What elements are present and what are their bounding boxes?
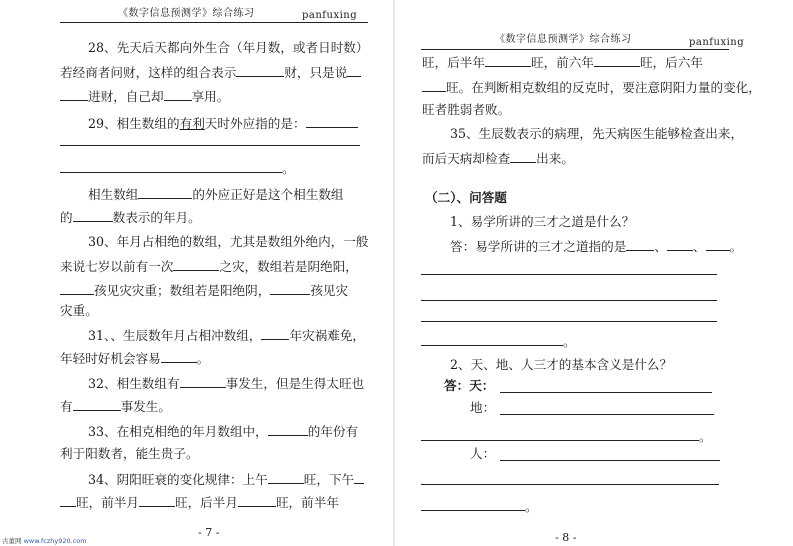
blank [270, 282, 310, 295]
answer-line [60, 145, 360, 146]
answer-line [500, 414, 714, 415]
blank [60, 88, 88, 101]
blank [422, 79, 446, 92]
blank [594, 54, 640, 67]
blank [667, 238, 693, 251]
q32-line1: 32、相生数组有 事发生，但是生得太旺也 [88, 376, 365, 391]
q29b-line2: 的 数表示的年月。 [60, 210, 201, 225]
q31-line1: 31、、生辰数年月占相冲数组， 年灾祸难免， [88, 328, 366, 343]
q34-cont-line2: 旺。在判断相克数组的反克时，要注意阴阳力量的变化， [422, 79, 761, 96]
header-rule [421, 49, 729, 50]
q30-line4: 灾重。 [60, 303, 98, 318]
qa1-question: 1、易学所讲的三才之道是什么？ [450, 214, 635, 229]
answer-line [421, 321, 717, 322]
q30-line2: 来说七岁以前有一次 之灾，数组若是阴绝阳， [60, 259, 358, 274]
blank [510, 150, 536, 163]
blank [73, 398, 121, 411]
qa2-di-label: 地： [470, 400, 496, 415]
q28-line1: 28、先天后天都向外生合（年月数，或者日时数） [88, 40, 369, 55]
q35-line2: 而后天病却检查 出来。 [422, 151, 574, 166]
blank [164, 88, 192, 101]
blank [261, 327, 289, 340]
q34-cont-line1: 旺，后半年 旺，前六年 旺，后六年 [422, 55, 703, 70]
qa2-question: 2、天、地、人三才的基本含义是什么？ [450, 357, 673, 372]
q32-line2: 有 事发生。 [60, 399, 171, 414]
q34-cont-line3: 旺者胜弱者败。 [422, 102, 511, 117]
blank [173, 258, 219, 271]
blank [347, 64, 361, 77]
blank [60, 494, 76, 507]
blank [161, 350, 197, 363]
blank [73, 209, 113, 222]
blank [421, 428, 699, 441]
q34-line1: 34、阴阳旺衰的变化规律：上午 旺，下午 [88, 471, 364, 488]
page-7 [0, 0, 396, 546]
qa2-ren-end: 。 [421, 498, 538, 515]
page-8 [397, 0, 793, 546]
q31-line2: 年轻时好机会容易 。 [60, 351, 210, 366]
blank [138, 186, 192, 199]
blank [268, 471, 304, 484]
blank [306, 115, 358, 128]
header-author: panfuxing [302, 10, 358, 21]
header-author: panfuxing [689, 37, 745, 48]
q35-line1: 35、生辰数表示的病理，先天病医生能够检查出来， [450, 126, 744, 141]
q33-line2: 利于阳数者，能生贵子。 [60, 446, 199, 461]
answer-line [421, 300, 717, 301]
header-title: 《数字信息预测学》综合练习 [118, 8, 255, 19]
q29-line3: 。 [60, 160, 295, 177]
qa2-ren-label: 人： [470, 446, 496, 461]
qa2-tian-label: 答：天： [444, 378, 495, 393]
q33-line1: 33、在相克相绝的年月数组中， 的年份有 [88, 424, 359, 439]
qa2-di-end: 。 [421, 428, 712, 445]
blank [485, 54, 531, 67]
header-rule [60, 22, 368, 23]
qa1-answer-lead: 答：易学所讲的三才之道指的是 、 、 。 [450, 239, 743, 254]
section-title: （二）、问答题 [425, 190, 507, 205]
blank [626, 238, 654, 251]
answer-line [500, 460, 720, 461]
answer-line [500, 392, 712, 393]
blank [421, 498, 525, 511]
blank [354, 471, 364, 484]
blank [421, 333, 563, 346]
blank [238, 494, 276, 507]
watermark: 古董网 www.fczhy920.com [2, 537, 87, 545]
header-title: 《数字信息预测学》综合练习 [495, 34, 632, 45]
qa1-answer-end: 。 [421, 333, 576, 350]
q29b-line1: 相生数组 的外应正好是这个相生数组 [88, 187, 344, 202]
q28-line3: 进财，自己却 享用。 [60, 88, 229, 105]
q29-line1: 29、相生数组的有利天时外应指的是： [88, 115, 358, 132]
q30-line3: 孩见灾灾重；数组若是阳绝阴， 孩见灾 [60, 282, 348, 299]
page-number: - 8 - [555, 531, 577, 544]
blank [180, 375, 226, 388]
blank [236, 64, 284, 77]
page-number: - 7 - [198, 526, 220, 539]
q30-line1: 30、年月占相绝的数组，尤其是数组外绝内，一般 [88, 234, 369, 249]
blank [268, 423, 308, 436]
answer-line [421, 274, 717, 275]
q28-line2: 若经商者问财，这样的组合表示 财，只是说 [60, 64, 361, 81]
blank [60, 282, 94, 295]
blank [139, 494, 175, 507]
answer-line [421, 484, 719, 485]
q34-line2: 旺，前半月 旺，后半月 旺，前半年 [60, 494, 339, 511]
blank [60, 160, 282, 173]
blank [706, 238, 730, 251]
